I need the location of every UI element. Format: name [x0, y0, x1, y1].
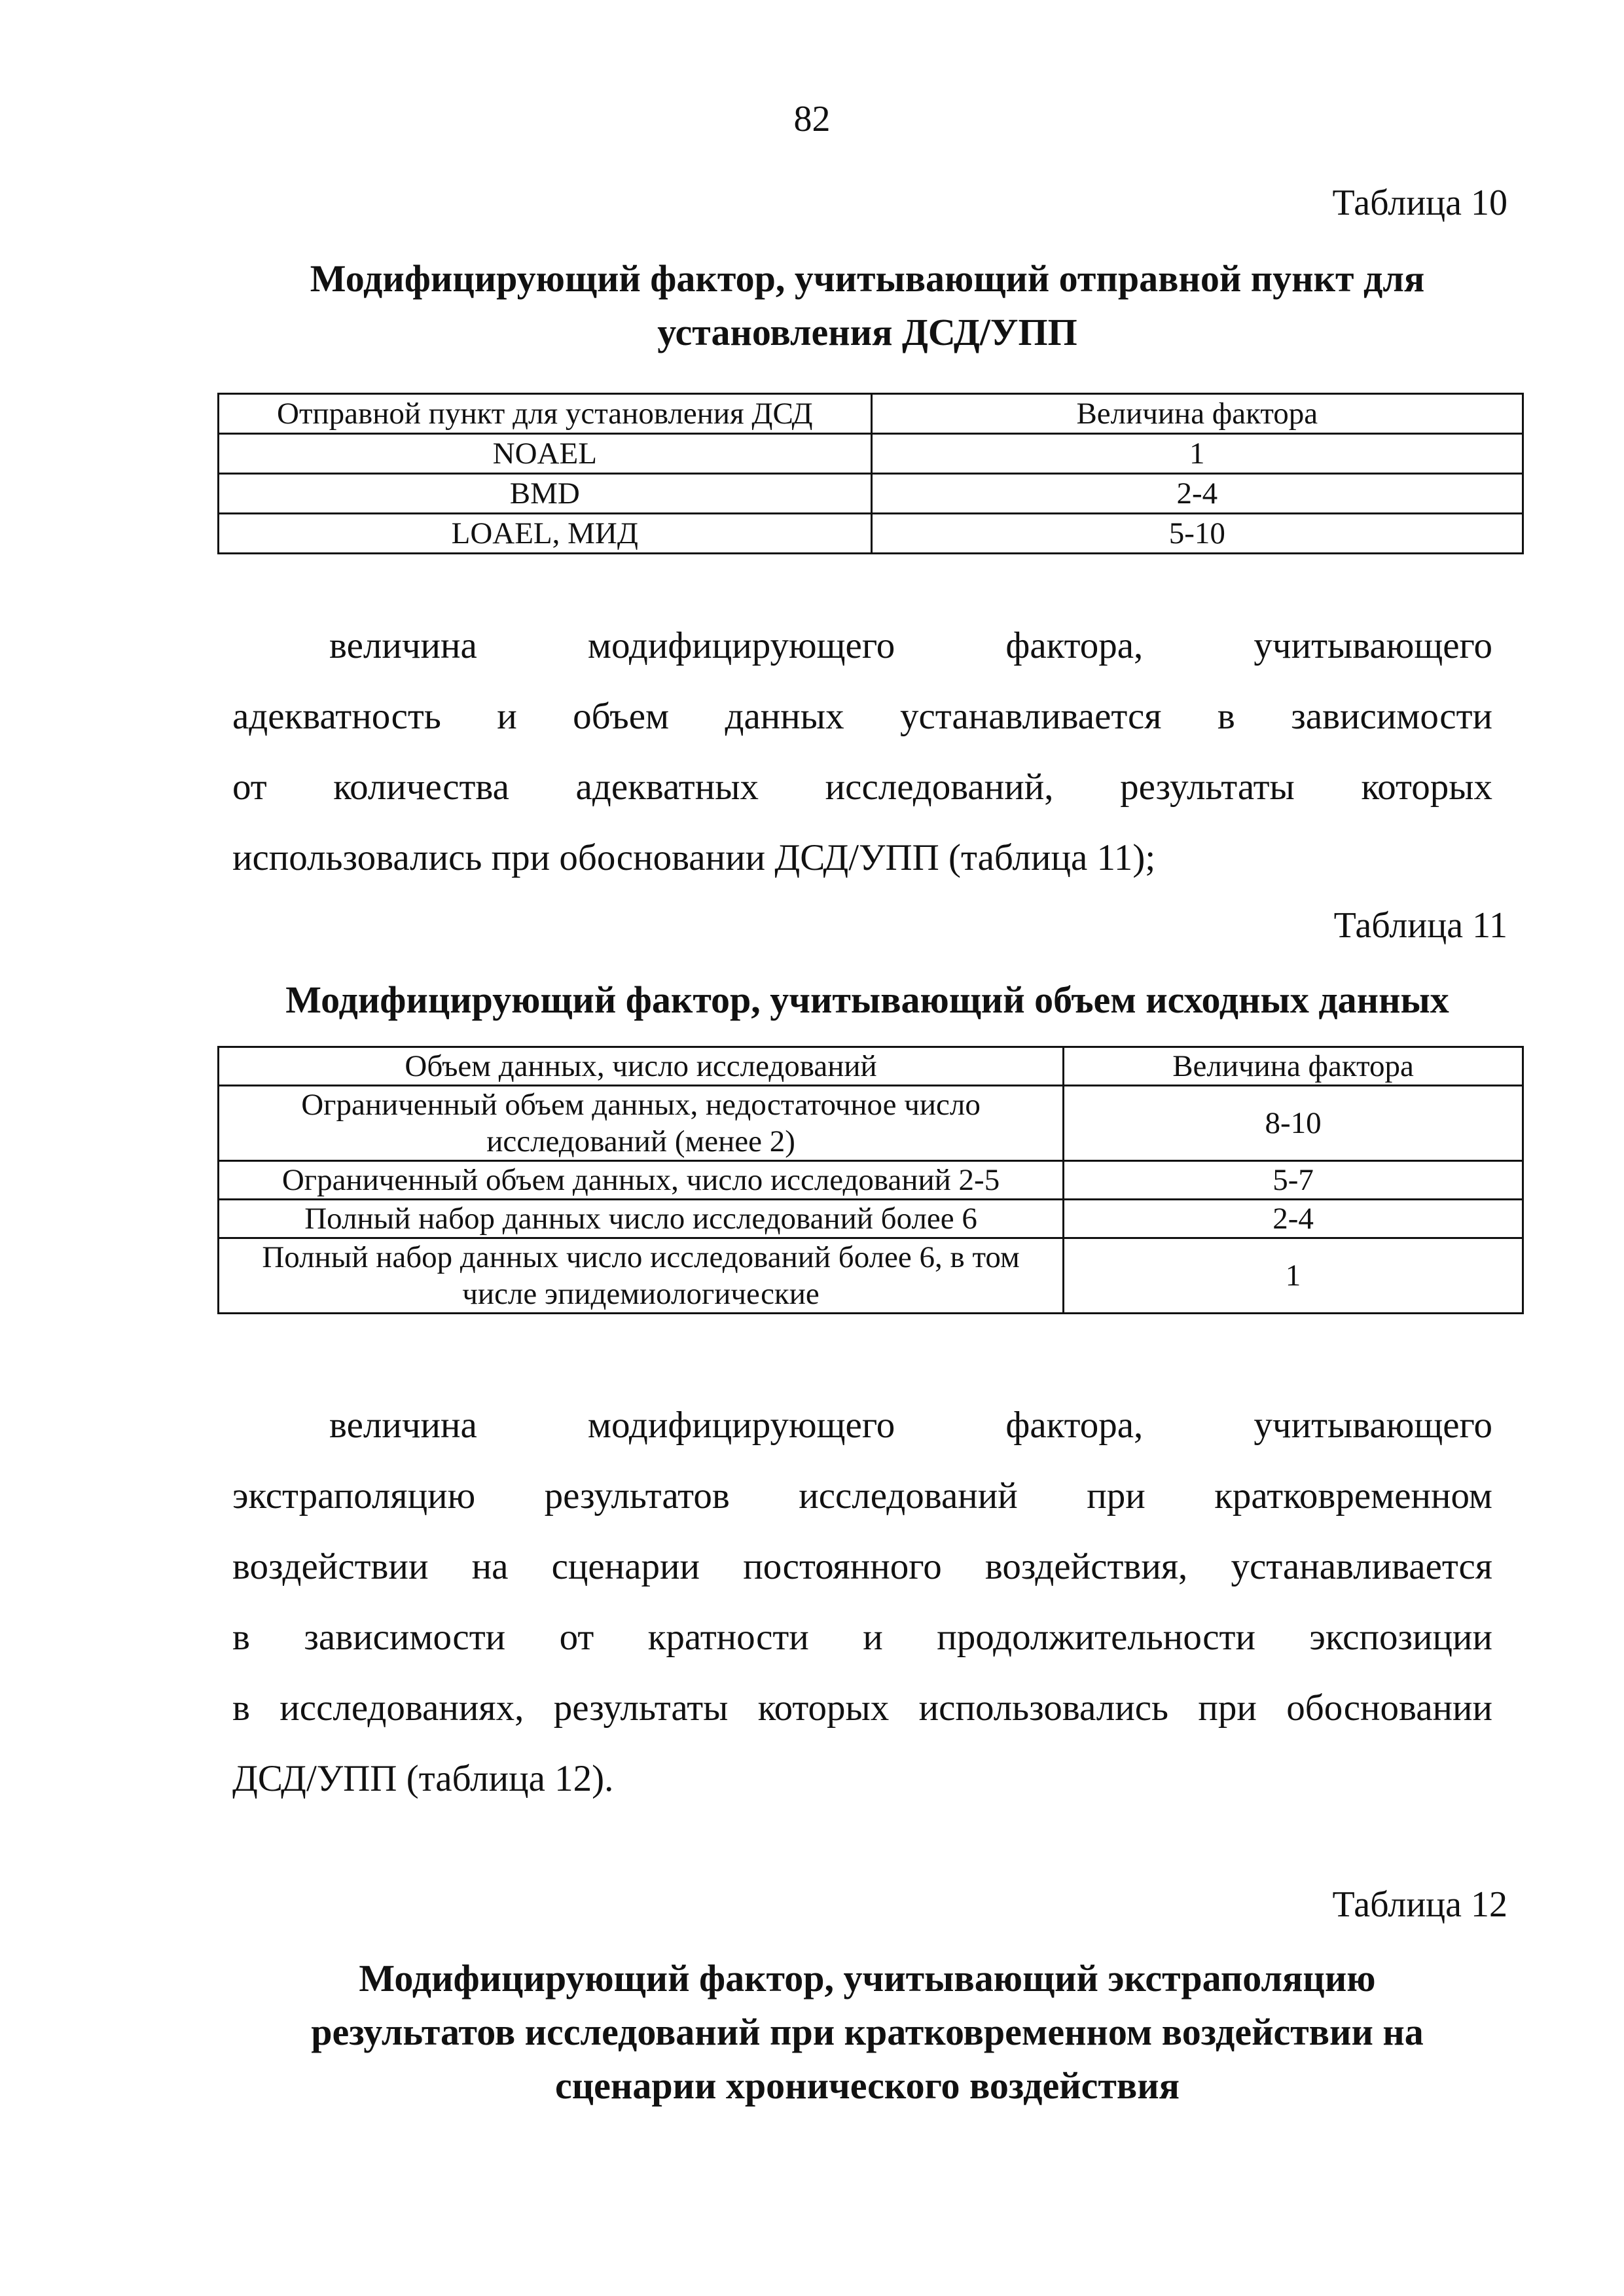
table12-title-line-1: Модифицирующий фактор, учитывающий экстраполяцию	[359, 1957, 1376, 2000]
table-cell	[219, 1161, 1064, 1200]
paragraph-line: величина модифицирующего фактора, учитывающего	[329, 1405, 1492, 1446]
table-cell: 1	[871, 434, 1523, 474]
table-row	[219, 1086, 1523, 1161]
paragraph-line: воздействии на сценарии постоянного воздействия, устанавливается	[232, 1546, 1492, 1587]
table12-title	[216, 1952, 1519, 2113]
table-cell: 8-10	[1064, 1086, 1523, 1161]
cell-line: Ограниченный объем данных, недостаточное число	[301, 1088, 981, 1122]
table-cell: 2-4	[1064, 1200, 1523, 1238]
table-cell: 5-10	[871, 514, 1523, 554]
paragraph-line: в зависимости от кратности и продолжительности экспозиции	[232, 1617, 1492, 1658]
table-cell: BMD	[219, 474, 872, 514]
table11-label: Таблица 11	[1333, 905, 1507, 946]
header-cell: Объем данных, число исследований	[219, 1047, 1064, 1086]
table-row	[219, 1161, 1523, 1200]
cell-line: Полный набор данных число исследований более 6	[304, 1202, 977, 1236]
cell-line: числе эпидемиологические	[462, 1277, 820, 1311]
paragraph-1	[232, 611, 1492, 893]
header-cell: Величина фактора	[1064, 1047, 1523, 1086]
table-cell	[219, 1200, 1064, 1238]
table10-title	[216, 252, 1519, 359]
table10-label: Таблица 10	[1332, 183, 1507, 223]
table-cell	[219, 1086, 1064, 1161]
page-number: 82	[793, 99, 831, 139]
paragraph-2	[232, 1390, 1492, 1814]
table-cell: NOAEL	[219, 434, 872, 474]
paragraph-line: экстраполяцию результатов исследований при кратковременном	[232, 1475, 1492, 1516]
paragraph-line: адекватность и объем данных устанавливается в зависимости	[232, 696, 1492, 737]
header-cell: Отправной пункт для установления ДСД	[219, 394, 872, 434]
table-row	[219, 1238, 1523, 1314]
table12-title-line-2: результатов исследований при кратковременном воздействии на	[311, 2011, 1424, 2053]
header-cell: Величина фактора	[871, 394, 1523, 434]
table12-title-line-3: сценарии хронического воздействия	[555, 2064, 1180, 2107]
table-header-row	[219, 1047, 1523, 1086]
table10-title-line-2: установления ДСД/УПП	[657, 311, 1077, 353]
table11-title: Модифицирующий фактор, учитывающий объем исходных данных	[285, 978, 1449, 1021]
table12-label: Таблица 12	[1332, 1884, 1507, 1925]
table-cell: 2-4	[871, 474, 1523, 514]
table10-title-line-1: Модифицирующий фактор, учитывающий отправной пункт для	[310, 257, 1425, 300]
table-cell: LOAEL, МИД	[219, 514, 872, 554]
table-cell: 1	[1064, 1238, 1523, 1314]
cell-line: Полный набор данных число исследований более 6, в том	[262, 1240, 1020, 1274]
cell-line: Ограниченный объем данных, число исследований 2-5	[281, 1163, 1000, 1197]
paragraph-line: ДСД/УПП (таблица 12).	[232, 1758, 614, 1799]
table-cell	[219, 1238, 1064, 1314]
table-header-row	[219, 394, 1523, 434]
cell-line: исследований (менее 2)	[486, 1124, 795, 1158]
table-row	[219, 1200, 1523, 1238]
paragraph-line: величина модифицирующего фактора, учитывающего	[329, 625, 1492, 666]
table-row	[219, 514, 1523, 554]
table-row	[219, 434, 1523, 474]
paragraph-line: использовались при обосновании ДСД/УПП (таблица 11);	[232, 837, 1156, 878]
table-cell: 5-7	[1064, 1161, 1523, 1200]
paragraph-line: от количества адекватных исследований, результаты которых	[232, 766, 1492, 808]
table-row	[219, 474, 1523, 514]
paragraph-line: в исследованиях, результаты которых использовались при обосновании	[232, 1687, 1492, 1729]
table11	[217, 1046, 1524, 1314]
table10	[217, 393, 1524, 554]
